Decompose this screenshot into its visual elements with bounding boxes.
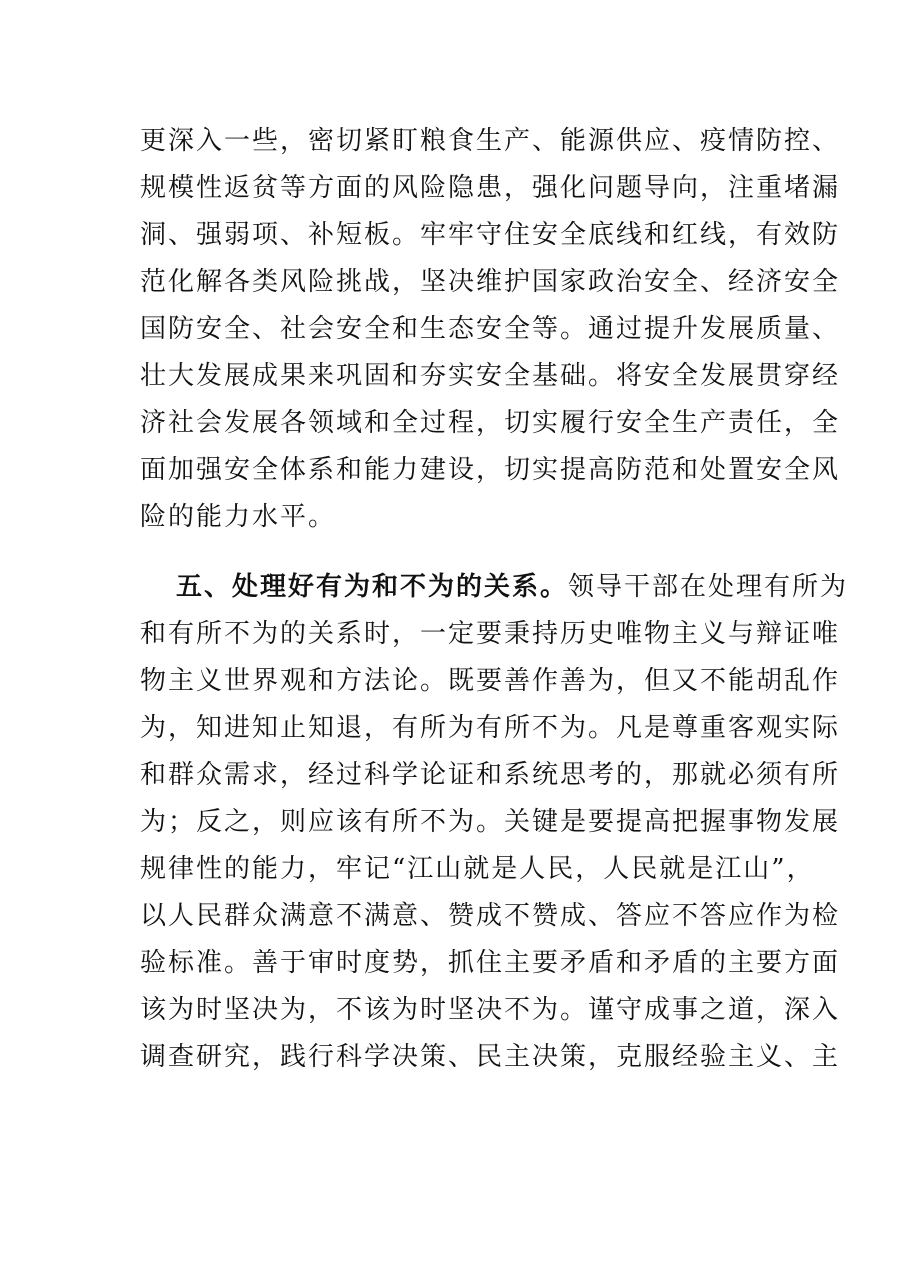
text-line: 以人民群众满意不满意、赞成不赞成、答应不答应作为检: [140, 901, 841, 931]
text-line: 更深入一些，密切紧盯粮食生产、能源供应、疫情防控、: [140, 126, 841, 156]
text-line: 物主义世界观和方法论。既要善作善为，但又不能胡乱作: [140, 666, 841, 696]
text-line: 验标准。善于审时度势，抓住主要矛盾和矛盾的主要方面: [140, 948, 841, 978]
text-line: 调查研究，践行科学决策、民主决策，克服经验主义、主: [140, 1042, 841, 1072]
text-line: 国防安全、社会安全和生态安全等。通过提升发展质量、: [140, 314, 841, 344]
text-line: 和群众需求，经过科学论证和系统思考的，那就必须有所: [140, 760, 841, 790]
text-line: 和有所不为的关系时，一定要秉持历史唯物主义与辩证唯: [140, 619, 841, 649]
text-line: 面加强安全体系和能力建设，切实提高防范和处置安全风: [140, 455, 841, 485]
section-heading: 五、处理好有为和不为的关系。: [176, 572, 569, 602]
text-line: 洞、强弱项、补短板。牢牢守住安全底线和红线，有效防: [140, 220, 841, 250]
text-line: 险的能力水平。: [140, 502, 337, 532]
text-line: 壮大发展成果来巩固和夯实安全基础。将安全发展贯穿经: [140, 361, 841, 391]
text-line: 该为时坚决为，不该为时坚决不为。谨守成事之道，深入: [140, 995, 841, 1025]
paragraph-first-line: [140, 564, 849, 611]
text-line: 为；反之，则应该有所不为。关键是要提高把握事物发展: [140, 807, 841, 837]
heading-continuation: 领导干部在处理有所为: [568, 572, 849, 602]
paragraph-action-inaction: [140, 564, 849, 1081]
text-line: 范化解各类风险挑战，坚决维护国家政治安全、经济安全: [140, 267, 841, 297]
paragraph-safety: [140, 118, 841, 541]
text-line: 规律性的能力，牢记“江山就是人民，人民就是江山”，: [140, 854, 815, 884]
text-line: 济社会发展各领域和全过程，切实履行安全生产责任，全: [140, 408, 841, 438]
text-line: 为，知进知止知退，有所为有所不为。凡是尊重客观实际: [140, 713, 841, 743]
text-line: 规模性返贫等方面的风险隐患，强化问题导向，注重堵漏: [140, 173, 841, 203]
